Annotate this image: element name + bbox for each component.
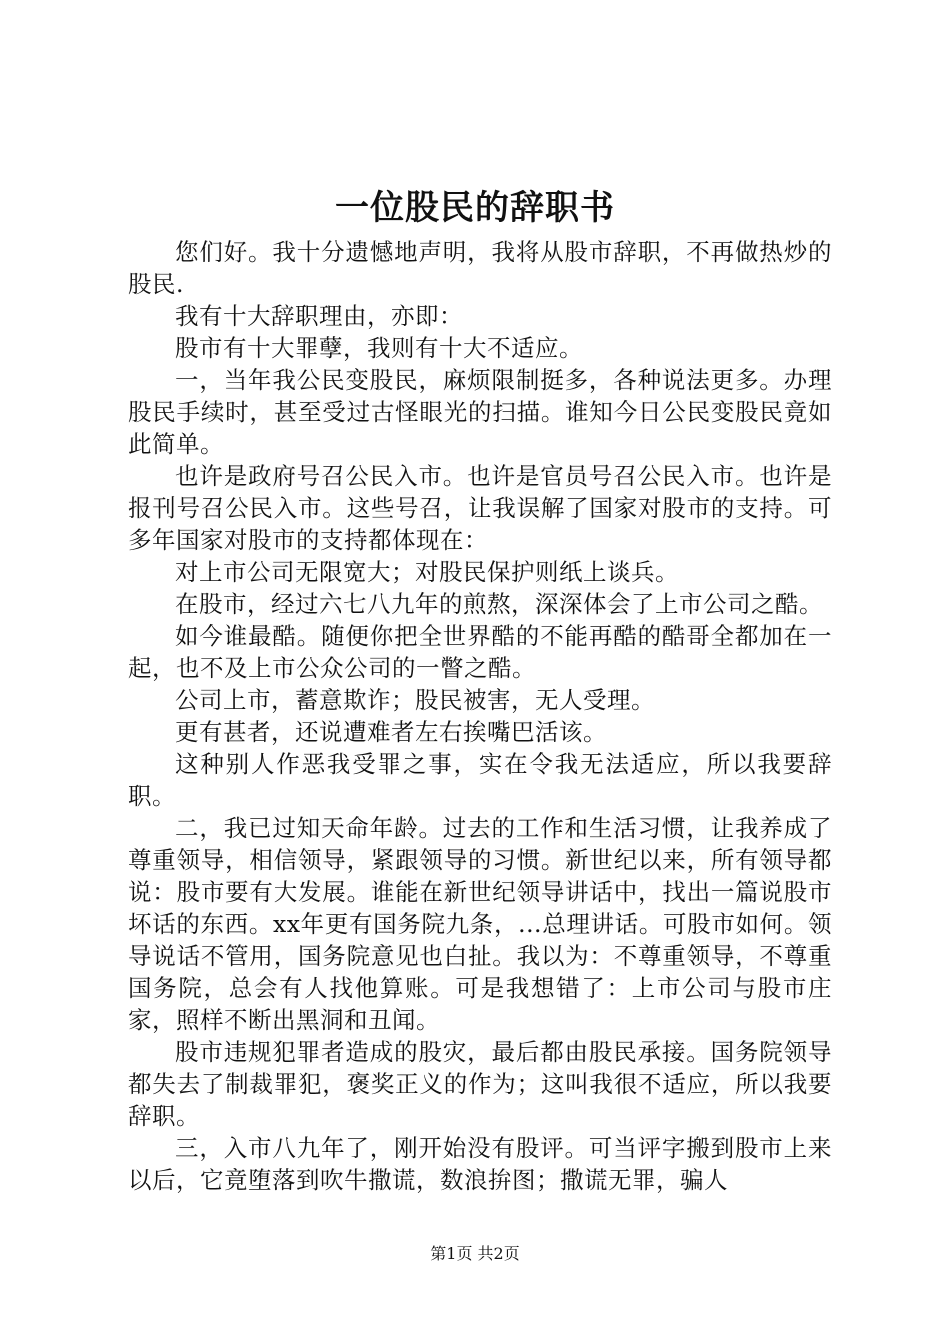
- paragraph: 我有十大辞职理由，亦即：: [175, 302, 463, 330]
- paragraph: 在股市，经过六七八九年的煎熬，深深体会了上市公司之酷。: [175, 590, 823, 618]
- paragraph: 更有甚者，还说遭难者左右挨嘴巴活该。: [175, 718, 607, 746]
- document-body: [128, 236, 832, 1196]
- paragraph: 股市有十大罪孽，我则有十大不适应。: [175, 334, 583, 362]
- paragraph: 二，我已过知天命年龄。过去的工作和生活习惯，让我养成了尊重领导，相信领导，紧跟领导的习惯。新世纪以来，所有领导都说：股市要有大发展。谁能在新世纪领导讲话中，找出一篇说股市坏话的东西。xx年更有国务院九条，...总理讲话。可股市如何。领导说话不管用，国务院意见也白扯。我以为：不尊重领导，不尊重国务院，总会有人找他算账。可是我想错了：上市公司与股市庄家，照样不断出黑洞和丑闻。: [128, 814, 832, 1034]
- page-footer: 第1页 共2页: [430, 1244, 520, 1263]
- document-title: 一位股民的辞职书: [335, 188, 615, 228]
- paragraph: 这种别人作恶我受罪之事，实在令我无法适应，所以我要辞职。: [128, 750, 832, 810]
- paragraph: 一，当年我公民变股民，麻烦限制挺多，各种说法更多。办理股民手续时，甚至受过古怪眼光的扫描。谁知今日公民变股民竟如此简单。: [128, 366, 832, 458]
- paragraph: 您们好。我十分遗憾地声明，我将从股市辞职，不再做热炒的股民.: [128, 238, 832, 298]
- paragraph: 公司上市，蓄意欺诈；股民被害，无人受理。: [175, 686, 655, 714]
- paragraph: 如今谁最酷。随便你把全世界酷的不能再酷的酷哥全都加在一起，也不及上市公众公司的一瞥之酷。: [128, 622, 832, 682]
- paragraph: 也许是政府号召公民入市。也许是官员号召公民入市。也许是报刊号召公民入市。这些号召，让我误解了国家对股市的支持。可多年国家对股市的支持都体现在：: [128, 462, 832, 554]
- paragraph: 股市违规犯罪者造成的股灾，最后都由股民承接。国务院领导都失去了制裁罪犯，褒奖正义的作为；这叫我很不适应，所以我要辞职。: [128, 1038, 832, 1130]
- paragraph: 对上市公司无限宽大；对股民保护则纸上谈兵。: [175, 558, 679, 586]
- paragraph: 三，入市八九年了，刚开始没有股评。可当评字搬到股市上来以后，它竟堕落到吹牛撒谎，数浪拚图；撒谎无罪，骗人: [128, 1134, 832, 1194]
